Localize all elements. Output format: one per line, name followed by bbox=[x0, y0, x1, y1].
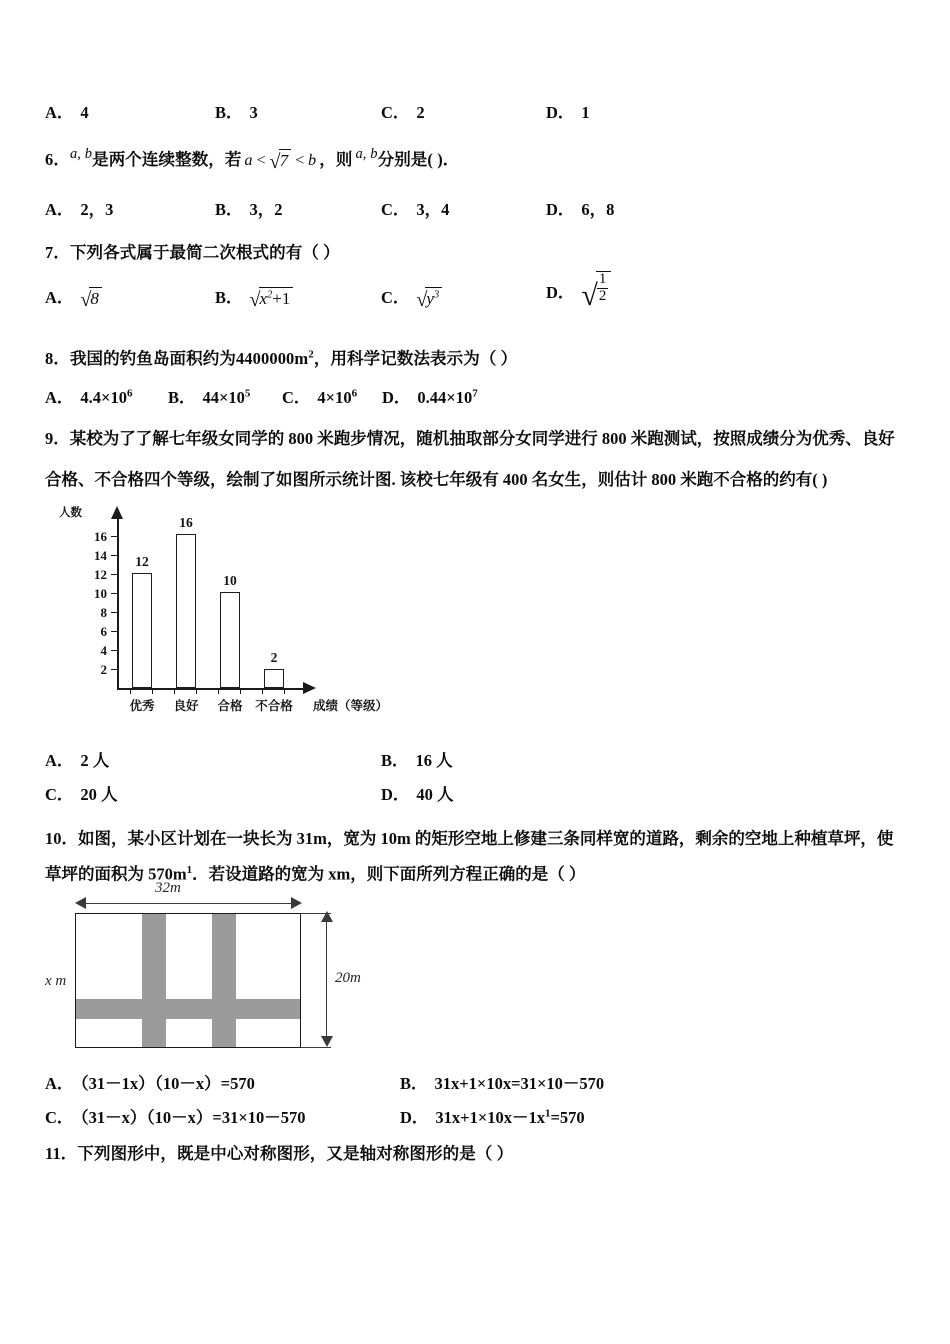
q10-option-a bbox=[45, 1070, 255, 1094]
q10-option-d-label: D． bbox=[400, 1108, 429, 1127]
q7-option-a-radical: √8 bbox=[80, 288, 101, 311]
figure-left-width-label: x m bbox=[45, 973, 67, 989]
q6-inequality-left: a bbox=[244, 152, 253, 169]
q7-option-b-radicand bbox=[259, 287, 294, 309]
q9-option-a bbox=[45, 747, 109, 771]
q5-option-b bbox=[215, 99, 258, 123]
chart-x-tick-4 bbox=[284, 688, 285, 694]
chart-x-axis-arrow bbox=[303, 682, 316, 694]
q6-text-3: 分别是( )． bbox=[377, 150, 460, 169]
q10-option-d-value-pre: 31x+1×10x－1x bbox=[435, 1108, 545, 1127]
q7-option-d-radicand bbox=[596, 271, 612, 305]
q9-option-d bbox=[381, 781, 454, 805]
chart-y-tick-label-6: 6 bbox=[100, 624, 107, 639]
figure-road-vertical-2 bbox=[212, 914, 236, 1047]
figure-top-dimension-line bbox=[79, 903, 297, 904]
chart-y-tick-label-4: 4 bbox=[100, 643, 107, 658]
q9-option-d-value: 40 人 bbox=[416, 785, 454, 804]
q8-area-value: 4400000m bbox=[235, 349, 309, 368]
q7-option-c bbox=[381, 284, 442, 311]
chart-y-axis-line bbox=[117, 516, 119, 690]
q6-option-c-value: 3，4 bbox=[416, 200, 450, 219]
q6-text-2: ，则 bbox=[319, 150, 353, 169]
q10-stem-text-2b: ．若设道路的宽为 xm，则下面所列方程正确的是（ ） bbox=[192, 864, 586, 884]
q8-option-a-exponent: 6 bbox=[126, 387, 133, 400]
chart-x-axis-label: 成绩（等级） bbox=[313, 699, 389, 713]
chart-y-tick-label-10: 10 bbox=[94, 586, 107, 601]
q8-option-b bbox=[168, 384, 250, 408]
q6-option-b-label: B． bbox=[215, 200, 243, 219]
q6-sqrt-seven: √7 bbox=[270, 150, 292, 173]
chart-x-tick-1 bbox=[152, 688, 153, 694]
question-9-stem-line-1 bbox=[45, 418, 920, 459]
chart-y-tick-label-14: 14 bbox=[94, 548, 107, 563]
q6-variables-lead: a, b bbox=[69, 146, 93, 162]
q6-text-1: 是两个连续整数，若 bbox=[92, 150, 242, 169]
q6-option-a bbox=[45, 196, 113, 220]
q7-option-c-radicand bbox=[425, 287, 442, 309]
q9-option-a-label: A． bbox=[45, 751, 74, 770]
chart-y-tick-label-8: 8 bbox=[100, 605, 107, 620]
q8-stem-text-2: ，用科学记数法表示为（ ） bbox=[313, 349, 518, 368]
q7-option-d-fraction bbox=[597, 272, 609, 304]
question-6-stem bbox=[45, 146, 459, 173]
chart-x-axis-line bbox=[117, 688, 307, 690]
q10-option-a-label: A． bbox=[45, 1074, 74, 1093]
q7-option-b-base: x bbox=[259, 288, 268, 308]
figure-top-dimension-label: 32m bbox=[155, 880, 181, 896]
q6-option-d bbox=[546, 196, 614, 220]
q10-option-b-value: 31x+1×10x=31×10－570 bbox=[434, 1074, 605, 1093]
chart-y-tick-mark-12 bbox=[111, 574, 118, 575]
chart-y-axis-arrow bbox=[111, 506, 123, 519]
q7-option-d-label: D． bbox=[546, 282, 575, 302]
q6-number: 6． bbox=[45, 150, 70, 169]
q10-option-c-value: （31－x）（10－x）=31×10－570 bbox=[80, 1108, 306, 1127]
chart-y-tick-mark-2 bbox=[111, 669, 118, 670]
figure-right-tick-bottom bbox=[301, 1047, 331, 1048]
chart-y-axis-label: 人数 bbox=[59, 507, 82, 519]
q8-option-d-mantissa: 0.44×10 bbox=[417, 388, 473, 407]
q8-option-c bbox=[282, 384, 357, 408]
q7-option-c-label: C． bbox=[381, 288, 410, 307]
q6-option-b bbox=[215, 196, 283, 220]
q10-option-c bbox=[45, 1104, 305, 1128]
q7-option-b-label: B． bbox=[215, 288, 243, 307]
q9-option-d-label: D． bbox=[381, 785, 410, 804]
q10-stem-text-1: 如图，某小区计划在一块长为 31m，宽为 10m 的矩形空地上修建三条同样宽的道路，剩余的空地上种植草坪，使 bbox=[78, 829, 894, 848]
q8-option-b-exponent: 5 bbox=[244, 387, 251, 400]
chart-x-tick-2 bbox=[196, 688, 197, 694]
q5-option-c-label: C． bbox=[381, 103, 410, 122]
q10-option-b-label: B． bbox=[400, 1074, 428, 1093]
chart-bar-fail bbox=[264, 669, 284, 688]
q7-option-c-radical: $√y^3$ bbox=[416, 288, 442, 311]
figure-right-dimension-label: 20m bbox=[335, 970, 361, 986]
question-9-stem-line-2 bbox=[45, 459, 920, 500]
chart-bar-excellent bbox=[132, 573, 152, 688]
q7-option-b-tail: +1 bbox=[272, 288, 291, 308]
q10-number: 10． bbox=[45, 829, 78, 848]
q6-option-a-value: 2，3 bbox=[80, 200, 114, 219]
q10-rectangle-roads-figure bbox=[45, 878, 375, 1058]
q9-option-a-value: 2 人 bbox=[80, 751, 110, 770]
figure-right-arrow-down bbox=[321, 1036, 333, 1047]
q7-option-b bbox=[215, 284, 293, 311]
q8-option-a-label: A． bbox=[45, 388, 74, 407]
q7-option-a-radicand: 8 bbox=[89, 287, 102, 309]
q5-option-a bbox=[45, 99, 89, 123]
q6-option-c-label: C． bbox=[381, 200, 410, 219]
q8-option-b-label: B． bbox=[168, 388, 196, 407]
q11-number: 11． bbox=[45, 1144, 78, 1163]
q8-option-a-mantissa: 4.4×10 bbox=[80, 388, 127, 407]
chart-y-tick-mark-6 bbox=[111, 631, 118, 632]
q6-option-b-value: 3，2 bbox=[249, 200, 283, 219]
q7-number: 7． bbox=[45, 243, 70, 262]
q5-option-d-label: D． bbox=[546, 103, 575, 122]
q8-option-b-mantissa: 44×10 bbox=[202, 388, 245, 407]
chart-y-tick-mark-8 bbox=[111, 612, 118, 613]
chart-category-label-pass: 合格 bbox=[217, 699, 243, 713]
q9-stem-text-1: 某校为了了解七年级女同学的 800 米跑步情况，随机抽取部分女同学进行 800 米跑测试，按照成绩分为优秀、良好 bbox=[69, 429, 895, 448]
chart-x-tick-3 bbox=[240, 688, 241, 694]
q5-option-b-value: 3 bbox=[249, 103, 258, 122]
q9-stem-text-2: 合格、不合格四个等级，绘制了如图所示统计图. 该校七年级有 400 名女生，则估计 800 米跑不合格的约有( ) bbox=[45, 470, 828, 489]
q10-area-exponent: 1 bbox=[186, 864, 193, 876]
q7-option-a-label: A． bbox=[45, 288, 74, 307]
chart-bar-value-excellent: 12 bbox=[135, 554, 149, 569]
q6-inequality-lt-2: < bbox=[294, 152, 306, 169]
q6-option-d-value: 6，8 bbox=[581, 200, 615, 219]
q8-option-d-exponent: 7 bbox=[472, 387, 478, 400]
q9-option-c-label: C． bbox=[45, 785, 74, 804]
q8-option-c-mantissa: 4×10 bbox=[317, 388, 352, 407]
q9-number: 9． bbox=[45, 429, 70, 448]
chart-bar-value-fail: 2 bbox=[270, 650, 278, 665]
q7-option-b-exponent: 2 bbox=[267, 289, 273, 301]
q7-stem-text: 下列各式属于最简二次根式的有（ ） bbox=[69, 243, 340, 262]
q5-option-d bbox=[546, 99, 590, 123]
q5-option-c-value: 2 bbox=[416, 103, 425, 122]
figure-right-dimension-line bbox=[326, 918, 327, 1043]
question-11-stem bbox=[45, 1140, 513, 1164]
question-8-stem bbox=[45, 345, 517, 369]
q6-variables-tail: a, b bbox=[355, 146, 378, 162]
q10-option-d-value-post: =570 bbox=[550, 1108, 585, 1127]
q5-option-a-value: 4 bbox=[80, 103, 89, 122]
q10-option-c-label: C． bbox=[45, 1108, 74, 1127]
q6-option-a-label: A． bbox=[45, 200, 74, 219]
q6-inequality-lt-1: < bbox=[255, 152, 267, 169]
chart-y-tick-label-16: 16 bbox=[94, 529, 107, 544]
q8-option-a bbox=[45, 384, 132, 408]
q9-option-c bbox=[45, 781, 118, 805]
q6-option-d-label: D． bbox=[546, 200, 575, 219]
q6-radicand: 7 bbox=[279, 149, 292, 171]
chart-category-label-excellent: 优秀 bbox=[129, 699, 155, 713]
figure-plot-rectangle bbox=[75, 913, 301, 1048]
q7-option-d bbox=[546, 271, 611, 313]
q10-option-d-exponent: 1 bbox=[544, 1107, 551, 1120]
q8-area-exponent: 2 bbox=[308, 348, 314, 361]
chart-x-tick-2b bbox=[218, 688, 219, 694]
chart-bar-value-pass: 10 bbox=[223, 573, 237, 588]
chart-bar-value-good: 16 bbox=[179, 515, 193, 530]
q7-option-d-numerator: 1 bbox=[598, 271, 607, 288]
chart-category-label-fail: 不合格 bbox=[255, 699, 293, 713]
chart-category-label-good: 良好 bbox=[173, 699, 199, 713]
chart-bar-good bbox=[176, 534, 196, 688]
q8-number: 8． bbox=[45, 349, 70, 368]
q10-option-a-value: （31－1x）（10－x）=570 bbox=[80, 1074, 255, 1093]
chart-y-tick-mark-16 bbox=[111, 536, 118, 537]
chart-y-tick-mark-14 bbox=[111, 555, 118, 556]
q8-option-d-label: D． bbox=[382, 388, 411, 407]
q5-option-d-value: 1 bbox=[581, 103, 590, 122]
q6-option-c bbox=[381, 196, 449, 220]
chart-x-tick-1b bbox=[174, 688, 175, 694]
q5-option-c bbox=[381, 99, 425, 123]
chart-y-tick-label-2: 2 bbox=[100, 662, 107, 677]
q7-option-a bbox=[45, 284, 102, 311]
q8-option-c-label: C． bbox=[282, 388, 311, 407]
q10-option-d bbox=[400, 1104, 585, 1128]
q9-option-b bbox=[381, 747, 453, 771]
q9-option-b-value: 16 人 bbox=[415, 751, 453, 770]
q7-option-d-denominator: 2 bbox=[598, 287, 607, 304]
q7-option-c-base: y bbox=[426, 288, 434, 308]
q10-option-b bbox=[400, 1070, 604, 1094]
q10-stem-text-2a: 草坪的面积为 570m bbox=[45, 864, 187, 884]
q9-bar-chart bbox=[45, 498, 389, 733]
q7-option-b-radical: $√x^2+1$ bbox=[250, 288, 294, 311]
question-7-stem bbox=[45, 239, 340, 263]
chart-bar-pass bbox=[220, 592, 240, 688]
q8-stem-text-1: 我国的钓鱼岛面积约为 bbox=[69, 349, 236, 368]
chart-y-tick-mark-10 bbox=[111, 593, 118, 594]
q8-option-d bbox=[382, 384, 478, 408]
q5-option-b-label: B． bbox=[215, 103, 243, 122]
q7-option-d-radical: √ $\frac{1}{2}$ bbox=[581, 275, 611, 313]
q11-stem-text: 下列图形中，既是中心对称图形，又是轴对称图形的是（ ） bbox=[77, 1144, 514, 1163]
chart-x-tick-3b bbox=[262, 688, 263, 694]
q9-option-c-value: 20 人 bbox=[80, 785, 118, 804]
figure-road-vertical-1 bbox=[142, 914, 166, 1047]
q7-option-c-exponent: 3 bbox=[433, 289, 440, 301]
figure-top-arrow-right bbox=[291, 897, 302, 909]
chart-y-tick-mark-4 bbox=[111, 650, 118, 651]
chart-x-tick-0 bbox=[130, 688, 131, 694]
q6-inequality-right: b bbox=[308, 152, 317, 169]
chart-y-tick-label-12: 12 bbox=[94, 567, 107, 582]
q9-option-b-label: B． bbox=[381, 751, 409, 770]
figure-road-horizontal bbox=[76, 999, 300, 1019]
q8-option-c-exponent: 6 bbox=[351, 387, 358, 400]
q5-option-a-label: A． bbox=[45, 103, 74, 122]
